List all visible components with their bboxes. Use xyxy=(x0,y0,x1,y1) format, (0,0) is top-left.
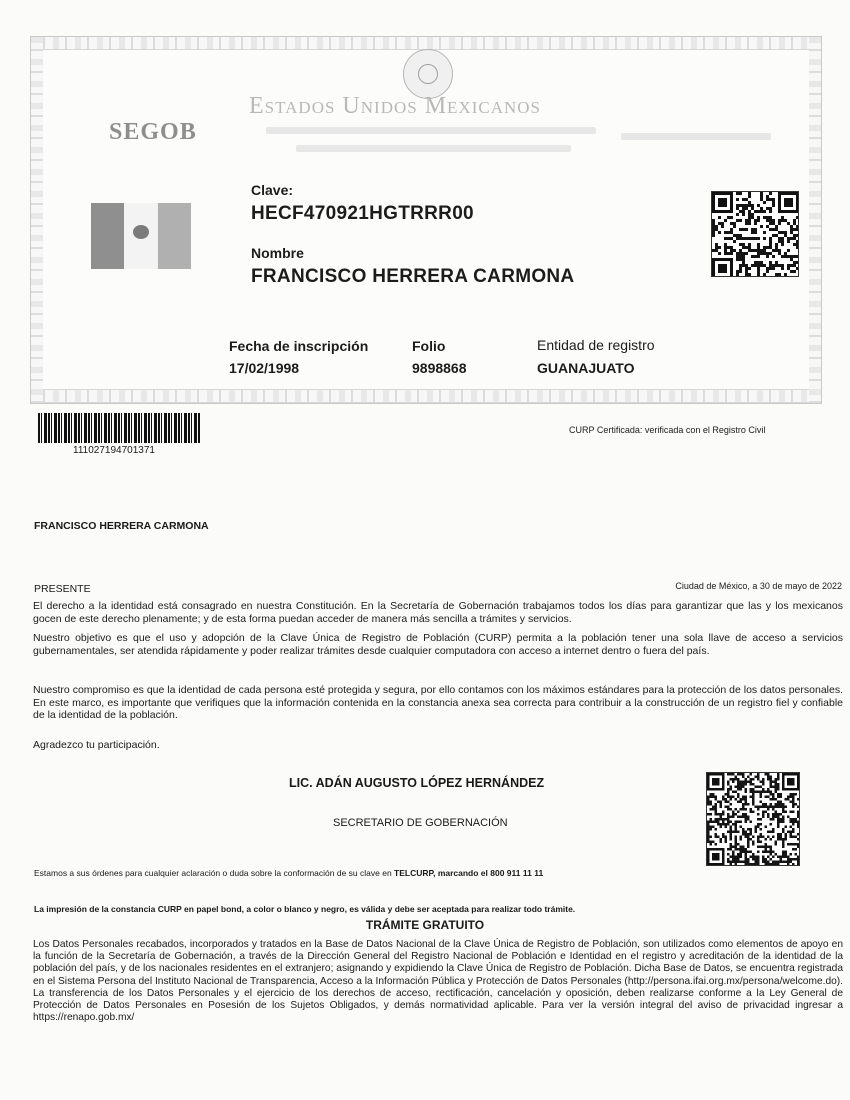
contact-phone: TELCURP, marcando el 800 911 11 11 xyxy=(394,868,544,878)
paragraph-2: Nuestro objetivo es que el uso y adopción de la Clave Única de Registro de Población (CURP) permita a la población tener una sola llave de acceso a servicios gubernamentales, ser atendida rápidamente y poder realizar trámites desde cualquier computadora con acceso a internet dentro o fuera del país. xyxy=(33,632,843,657)
date-line: Ciudad de México, a 30 de mayo de 2022 xyxy=(675,581,842,591)
certification-note: CURP Certificada: verificada con el Registro Civil xyxy=(569,425,766,435)
entidad-label: Entidad de registro xyxy=(537,337,655,353)
entidad-value: GUANAJUATO xyxy=(537,360,635,376)
paragraph-1: El derecho a la identidad está consagrado en nuestra Constitución. En la Secretaría de Gobernación trabajamos todos los días para garantizar que las y los mexicanos gocen de este derecho plenamente; y de esta forma puedan acceder de manera más sencilla a trámites y servicios. xyxy=(33,600,843,625)
security-border-left xyxy=(31,37,43,403)
fecha-value: 17/02/1998 xyxy=(229,360,300,376)
security-border-bottom xyxy=(31,389,821,403)
signer-name: LIC. ADÁN AUGUSTO LÓPEZ HERNÁNDEZ xyxy=(289,776,545,790)
qr-code-icon xyxy=(706,772,800,866)
curp-certificate-card xyxy=(30,36,822,404)
folio-value: 9898868 xyxy=(412,360,467,376)
segob-logo: SEGOB xyxy=(109,119,197,145)
national-seal-icon xyxy=(403,49,453,99)
nombre-value: FRANCISCO HERRERA CARMONA xyxy=(251,266,575,287)
barcode-number: 111027194701371 xyxy=(73,445,155,456)
watermark-line xyxy=(266,127,596,134)
validity-notice: La impresión de la constancia CURP en papel bond, a color o blanco y negro, es válida y debe ser aceptada para realizar todo trámite. xyxy=(34,904,576,914)
security-border-right xyxy=(809,37,821,403)
paragraph-3: Nuestro compromiso es que la identidad de cada persona esté protegida y segura, por ello contamos con los máximos estándares para la protección de los datos personales. En este marco, es importante que verifiques que la información contenida en la constancia anexa sea correcta para contribuir a la construcción de un registro fiel y confiable de la identidad de la población. xyxy=(33,684,843,721)
privacy-notice: Los Datos Personales recabados, incorporados y tratados en la Base de Datos Nacional de la Clave Única de Registro de Población, son utilizados como elementos de apoyo en la función de la Secretaría de Gobernación, a través de la Dirección General del Registro Nacional de Población e Identidad en el registro y acreditación de la identidad de la población del país, y de los nacionales residentes en el extranjero; asignando y expidiendo la Clave Única de Registro de Población. Dicha Base de Datos, se encuentra registrada en el Sistema Persona del Instituto Nacional de Transparencia, Acceso a la Información Pública y Protección de Datos Personales (http://persona.ifai.org.mx/persona/welcome.do). La transferencia de los Datos Personales y el ejercicio de los derechos de acceso, rectificación, cancelación y oposición, deben realizarse conforme a la Ley General de Protección de Datos Personales en Posesión de los Sujetos Obligados, y demás normatividad aplicable. Para ver la versión integral del aviso de privacidad ingresar a https://renapo.gob.mx/ xyxy=(33,939,843,1024)
folio-label: Folio xyxy=(412,338,446,354)
closing: Agradezco tu participación. xyxy=(33,739,160,751)
country-title: Estados Unidos Mexicanos xyxy=(249,93,541,119)
fecha-label: Fecha de inscripción xyxy=(229,338,369,354)
free-procedure-label: TRÁMITE GRATUITO xyxy=(365,918,485,932)
nombre-label: Nombre xyxy=(251,245,304,261)
qr-code-icon xyxy=(711,191,799,277)
contact-line xyxy=(34,868,543,878)
greeting: PRESENTE xyxy=(34,583,91,595)
clave-label: Clave: xyxy=(251,182,294,198)
watermark-line xyxy=(296,145,571,152)
signer-title: SECRETARIO DE GOBERNACIÓN xyxy=(333,817,508,829)
watermark-line xyxy=(621,133,771,140)
mexico-flag-icon xyxy=(91,203,191,269)
recipient-name: FRANCISCO HERRERA CARMONA xyxy=(34,520,209,532)
clave-value: HECF470921HGTRRR00 xyxy=(251,203,474,224)
barcode-icon xyxy=(38,413,200,443)
contact-text: Estamos a sus órdenes para cualquier aclaración o duda sobre la conformación de su clave en xyxy=(34,868,395,878)
